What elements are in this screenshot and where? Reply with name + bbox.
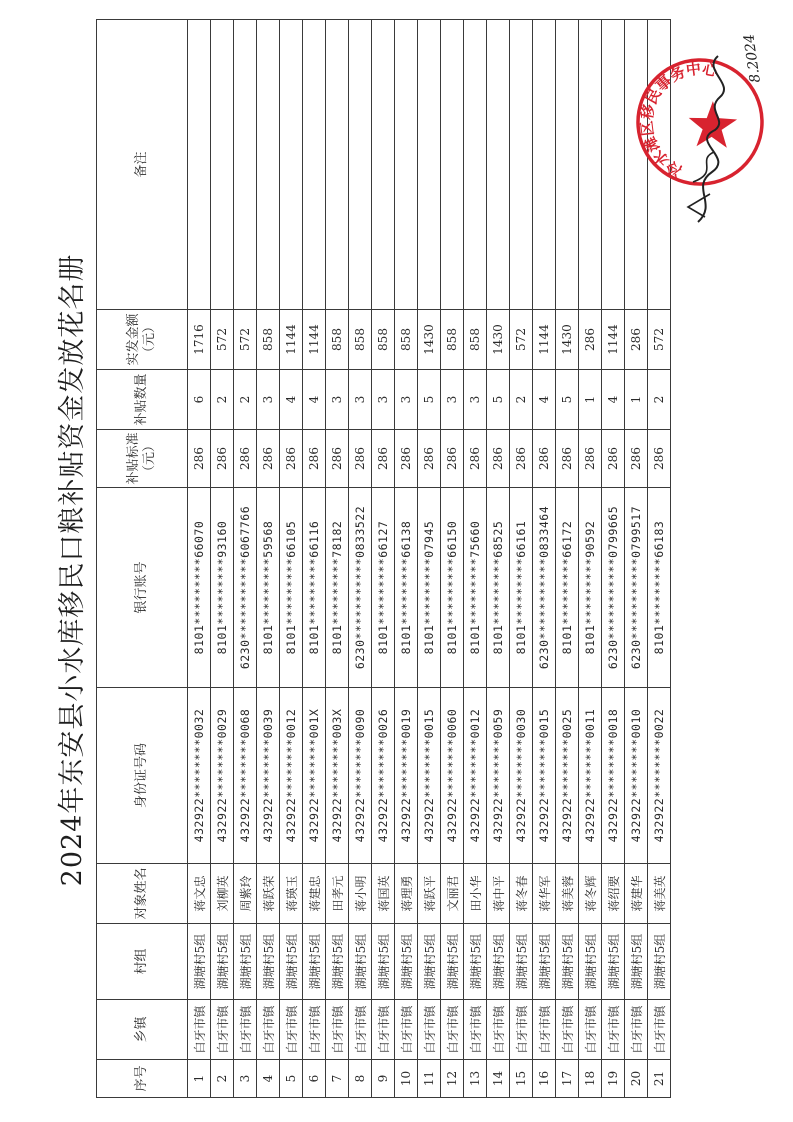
document-title: 2024年东安县小水库移民口粮补贴资金发放花名册 bbox=[57, 253, 88, 887]
cell-actual-amount: 1430 bbox=[556, 310, 579, 370]
cell-actual-amount: 286 bbox=[625, 310, 648, 370]
cell-index: 21 bbox=[648, 1060, 671, 1098]
cell-name: 蒋文忠 bbox=[188, 864, 211, 924]
cell-bank-account: 8101*********66172 bbox=[556, 488, 579, 688]
cell-subsidy-quantity: 3 bbox=[257, 370, 280, 430]
cell-township: 白牙市镇 bbox=[188, 1000, 211, 1060]
cell-village-group: 湖塘村5组 bbox=[188, 924, 211, 1000]
cell-township: 白牙市镇 bbox=[441, 1000, 464, 1060]
cell-village-group: 湖塘村5组 bbox=[579, 924, 602, 1000]
cell-index: 11 bbox=[418, 1060, 441, 1098]
cell-name: 蒋跃荣 bbox=[257, 864, 280, 924]
cell-bank-account: 8101*********90592 bbox=[579, 488, 602, 688]
cell-actual-amount: 1144 bbox=[280, 310, 303, 370]
cell-subsidy-quantity: 3 bbox=[372, 370, 395, 430]
cell-id-number: 432922********0025 bbox=[556, 688, 579, 864]
cell-name: 文丽君 bbox=[441, 864, 464, 924]
cell-actual-amount: 1144 bbox=[602, 310, 625, 370]
cell-township: 白牙市镇 bbox=[625, 1000, 648, 1060]
cell-township: 白牙市镇 bbox=[349, 1000, 372, 1060]
cell-subsidy-standard: 286 bbox=[441, 430, 464, 488]
cell-bank-account: 8101*********59568 bbox=[257, 488, 280, 688]
cell-name: 田小华 bbox=[464, 864, 487, 924]
cell-index: 16 bbox=[533, 1060, 556, 1098]
cell-bank-account: 6230***********0833464 bbox=[533, 488, 556, 688]
cell-id-number: 432922********0029 bbox=[211, 688, 234, 864]
cell-bank-account: 6230***********6067766 bbox=[234, 488, 257, 688]
cell-bank-account: 8101*********66161 bbox=[510, 488, 533, 688]
cell-township: 白牙市镇 bbox=[395, 1000, 418, 1060]
cell-subsidy-quantity: 5 bbox=[418, 370, 441, 430]
cell-index: 10 bbox=[395, 1060, 418, 1098]
cell-name: 蒋建华 bbox=[625, 864, 648, 924]
cell-id-number: 432922********0018 bbox=[602, 688, 625, 864]
cell-subsidy-standard: 286 bbox=[188, 430, 211, 488]
cell-id-number: 432922********0011 bbox=[579, 688, 602, 864]
cell-subsidy-quantity: 3 bbox=[326, 370, 349, 430]
cell-bank-account: 6230***********0799517 bbox=[625, 488, 648, 688]
cell-id-number: 432922********0010 bbox=[625, 688, 648, 864]
cell-subsidy-quantity: 5 bbox=[487, 370, 510, 430]
cell-subsidy-standard: 286 bbox=[556, 430, 579, 488]
cell-bank-account: 8101*********66138 bbox=[395, 488, 418, 688]
cell-index: 7 bbox=[326, 1060, 349, 1098]
cell-subsidy-standard: 286 bbox=[257, 430, 280, 488]
cell-name: 蒋中平 bbox=[487, 864, 510, 924]
cell-name: 蒋美英 bbox=[648, 864, 671, 924]
cell-township: 白牙市镇 bbox=[372, 1000, 395, 1060]
cell-village-group: 湖塘村5组 bbox=[326, 924, 349, 1000]
header-subsidy-standard: 补贴标准（元） bbox=[97, 430, 188, 488]
cell-subsidy-standard: 286 bbox=[602, 430, 625, 488]
cell-index: 14 bbox=[487, 1060, 510, 1098]
cell-subsidy-standard: 286 bbox=[234, 430, 257, 488]
cell-actual-amount: 1716 bbox=[188, 310, 211, 370]
cell-subsidy-quantity: 1 bbox=[579, 370, 602, 430]
cell-actual-amount: 572 bbox=[234, 310, 257, 370]
header-name: 对象姓名 bbox=[97, 864, 188, 924]
cell-subsidy-quantity: 4 bbox=[303, 370, 326, 430]
cell-subsidy-quantity: 6 bbox=[188, 370, 211, 430]
cell-subsidy-standard: 286 bbox=[464, 430, 487, 488]
cell-subsidy-standard: 286 bbox=[533, 430, 556, 488]
cell-index: 20 bbox=[625, 1060, 648, 1098]
cell-id-number: 432922********0060 bbox=[441, 688, 464, 864]
cell-bank-account: 8101*********66070 bbox=[188, 488, 211, 688]
cell-township: 白牙市镇 bbox=[303, 1000, 326, 1060]
cell-township: 白牙市镇 bbox=[533, 1000, 556, 1060]
cell-name: 蒋小明 bbox=[349, 864, 372, 924]
cell-id-number: 432922********003X bbox=[326, 688, 349, 864]
cell-township: 白牙市镇 bbox=[556, 1000, 579, 1060]
cell-subsidy-quantity: 3 bbox=[464, 370, 487, 430]
cell-subsidy-standard: 286 bbox=[510, 430, 533, 488]
cell-index: 18 bbox=[579, 1060, 602, 1098]
cell-village-group: 湖塘村5组 bbox=[602, 924, 625, 1000]
cell-subsidy-quantity: 4 bbox=[280, 370, 303, 430]
cell-subsidy-quantity: 2 bbox=[234, 370, 257, 430]
cell-index: 8 bbox=[349, 1060, 372, 1098]
header-id-number: 身份证号码 bbox=[97, 688, 188, 864]
cell-township: 白牙市镇 bbox=[602, 1000, 625, 1060]
cell-index: 5 bbox=[280, 1060, 303, 1098]
cell-actual-amount: 1430 bbox=[487, 310, 510, 370]
cell-village-group: 湖塘村5组 bbox=[303, 924, 326, 1000]
cell-name: 刘柳英 bbox=[211, 864, 234, 924]
cell-actual-amount: 858 bbox=[464, 310, 487, 370]
cell-name: 蒋瑛玉 bbox=[280, 864, 303, 924]
cell-subsidy-quantity: 4 bbox=[602, 370, 625, 430]
cell-name: 蒋理勇 bbox=[395, 864, 418, 924]
cell-id-number: 432922********0015 bbox=[533, 688, 556, 864]
cell-village-group: 湖塘村5组 bbox=[556, 924, 579, 1000]
cell-actual-amount: 858 bbox=[349, 310, 372, 370]
cell-id-number: 432922********0019 bbox=[395, 688, 418, 864]
cell-name: 蒋冬辉 bbox=[579, 864, 602, 924]
cell-village-group: 湖塘村5组 bbox=[418, 924, 441, 1000]
header-index: 序号 bbox=[97, 1060, 188, 1098]
cell-subsidy-standard: 286 bbox=[487, 430, 510, 488]
cell-village-group: 湖塘村5组 bbox=[280, 924, 303, 1000]
cell-actual-amount: 1144 bbox=[533, 310, 556, 370]
cell-name: 蒋国英 bbox=[372, 864, 395, 924]
header-subsidy-quantity: 补贴数量 bbox=[97, 370, 188, 430]
cell-id-number: 432922********0032 bbox=[188, 688, 211, 864]
cell-id-number: 432922********0012 bbox=[280, 688, 303, 864]
cell-subsidy-standard: 286 bbox=[280, 430, 303, 488]
seal-text: 冷水滩区移民事务中心 bbox=[637, 59, 720, 180]
cell-actual-amount: 858 bbox=[395, 310, 418, 370]
cell-id-number: 432922********0015 bbox=[418, 688, 441, 864]
cell-village-group: 湖塘村5组 bbox=[395, 924, 418, 1000]
cell-actual-amount: 286 bbox=[579, 310, 602, 370]
cell-village-group: 湖塘村5组 bbox=[510, 924, 533, 1000]
cell-actual-amount: 572 bbox=[211, 310, 234, 370]
cell-index: 12 bbox=[441, 1060, 464, 1098]
cell-subsidy-standard: 286 bbox=[326, 430, 349, 488]
cell-township: 白牙市镇 bbox=[257, 1000, 280, 1060]
cell-name: 蒋美蓉 bbox=[556, 864, 579, 924]
cell-township: 白牙市镇 bbox=[326, 1000, 349, 1060]
cell-bank-account: 8101*********93160 bbox=[211, 488, 234, 688]
cell-subsidy-quantity: 4 bbox=[533, 370, 556, 430]
cell-name: 蒋跃平 bbox=[418, 864, 441, 924]
cell-village-group: 湖塘村5组 bbox=[441, 924, 464, 1000]
cell-subsidy-quantity: 2 bbox=[211, 370, 234, 430]
cell-actual-amount: 1144 bbox=[303, 310, 326, 370]
cell-id-number: 432922********0012 bbox=[464, 688, 487, 864]
cell-bank-account: 8101*********66116 bbox=[303, 488, 326, 688]
cell-id-number: 432922********0059 bbox=[487, 688, 510, 864]
header-remarks: 备注 bbox=[97, 20, 188, 310]
cell-subsidy-standard: 286 bbox=[418, 430, 441, 488]
cell-actual-amount: 858 bbox=[257, 310, 280, 370]
cell-subsidy-standard: 286 bbox=[648, 430, 671, 488]
cell-subsidy-standard: 286 bbox=[625, 430, 648, 488]
cell-actual-amount: 572 bbox=[510, 310, 533, 370]
cell-bank-account: 8101*********68525 bbox=[487, 488, 510, 688]
cell-subsidy-quantity: 3 bbox=[349, 370, 372, 430]
cell-subsidy-quantity: 5 bbox=[556, 370, 579, 430]
cell-subsidy-quantity: 2 bbox=[510, 370, 533, 430]
header-actual-amount: 实发金额（元） bbox=[97, 310, 188, 370]
cell-subsidy-standard: 286 bbox=[303, 430, 326, 488]
cell-id-number: 432922********001X bbox=[303, 688, 326, 864]
cell-index: 13 bbox=[464, 1060, 487, 1098]
cell-village-group: 湖塘村5组 bbox=[349, 924, 372, 1000]
cell-name: 蒋绍要 bbox=[602, 864, 625, 924]
cell-subsidy-quantity: 1 bbox=[625, 370, 648, 430]
cell-index: 6 bbox=[303, 1060, 326, 1098]
cell-bank-account: 8101*********75660 bbox=[464, 488, 487, 688]
cell-name: 蒋冬春 bbox=[510, 864, 533, 924]
signature-date: 8.2024 bbox=[741, 32, 764, 84]
cell-township: 白牙市镇 bbox=[510, 1000, 533, 1060]
cell-bank-account: 8101*********66127 bbox=[372, 488, 395, 688]
cell-bank-account: 6230***********0833522 bbox=[349, 488, 372, 688]
cell-bank-account: 8101*********07945 bbox=[418, 488, 441, 688]
cell-id-number: 432922********0026 bbox=[372, 688, 395, 864]
cell-subsidy-standard: 286 bbox=[372, 430, 395, 488]
cell-bank-account: 8101*********66105 bbox=[280, 488, 303, 688]
cell-actual-amount: 572 bbox=[648, 310, 671, 370]
cell-subsidy-quantity: 2 bbox=[648, 370, 671, 430]
cell-township: 白牙市镇 bbox=[234, 1000, 257, 1060]
cell-subsidy-quantity: 3 bbox=[441, 370, 464, 430]
cell-index: 1 bbox=[188, 1060, 211, 1098]
cell-township: 白牙市镇 bbox=[418, 1000, 441, 1060]
cell-bank-account: 6230***********0799665 bbox=[602, 488, 625, 688]
cell-village-group: 湖塘村5组 bbox=[533, 924, 556, 1000]
cell-subsidy-quantity: 3 bbox=[395, 370, 418, 430]
header-bank-account: 银行账号 bbox=[97, 488, 188, 688]
cell-township: 白牙市镇 bbox=[464, 1000, 487, 1060]
cell-village-group: 湖塘村5组 bbox=[464, 924, 487, 1000]
cell-index: 2 bbox=[211, 1060, 234, 1098]
cell-village-group: 湖塘村5组 bbox=[372, 924, 395, 1000]
cell-subsidy-standard: 286 bbox=[349, 430, 372, 488]
cell-township: 白牙市镇 bbox=[280, 1000, 303, 1060]
cell-subsidy-standard: 286 bbox=[395, 430, 418, 488]
cell-actual-amount: 1430 bbox=[418, 310, 441, 370]
cell-village-group: 湖塘村5组 bbox=[648, 924, 671, 1000]
cell-name: 蒋华军 bbox=[533, 864, 556, 924]
cell-village-group: 湖塘村5组 bbox=[625, 924, 648, 1000]
cell-village-group: 湖塘村5组 bbox=[257, 924, 280, 1000]
cell-index: 4 bbox=[257, 1060, 280, 1098]
cell-index: 3 bbox=[234, 1060, 257, 1098]
cell-actual-amount: 858 bbox=[372, 310, 395, 370]
cell-index: 19 bbox=[602, 1060, 625, 1098]
cell-village-group: 湖塘村5组 bbox=[487, 924, 510, 1000]
cell-id-number: 432922********0022 bbox=[648, 688, 671, 864]
cell-township: 白牙市镇 bbox=[211, 1000, 234, 1060]
cell-id-number: 432922********0030 bbox=[510, 688, 533, 864]
cell-name: 田孝元 bbox=[326, 864, 349, 924]
cell-village-group: 湖塘村5组 bbox=[234, 924, 257, 1000]
cell-subsidy-standard: 286 bbox=[579, 430, 602, 488]
cell-name: 周紫玲 bbox=[234, 864, 257, 924]
cell-subsidy-standard: 286 bbox=[211, 430, 234, 488]
cell-village-group: 湖塘村5组 bbox=[211, 924, 234, 1000]
cell-id-number: 432922********0068 bbox=[234, 688, 257, 864]
cell-township: 白牙市镇 bbox=[579, 1000, 602, 1060]
cell-index: 9 bbox=[372, 1060, 395, 1098]
cell-actual-amount: 858 bbox=[441, 310, 464, 370]
cell-id-number: 432922********0039 bbox=[257, 688, 280, 864]
cell-index: 15 bbox=[510, 1060, 533, 1098]
cell-township: 白牙市镇 bbox=[487, 1000, 510, 1060]
cell-name: 蒋建忠 bbox=[303, 864, 326, 924]
cell-bank-account: 8101*********66150 bbox=[441, 488, 464, 688]
cell-township: 白牙市镇 bbox=[648, 1000, 671, 1060]
cell-bank-account: 8101*********78182 bbox=[326, 488, 349, 688]
cell-id-number: 432922********0090 bbox=[349, 688, 372, 864]
cell-bank-account: 8101*********66183 bbox=[648, 488, 671, 688]
cell-index: 17 bbox=[556, 1060, 579, 1098]
header-village-group: 村组 bbox=[97, 924, 188, 1000]
cell-actual-amount: 858 bbox=[326, 310, 349, 370]
header-township: 乡镇 bbox=[97, 1000, 188, 1060]
